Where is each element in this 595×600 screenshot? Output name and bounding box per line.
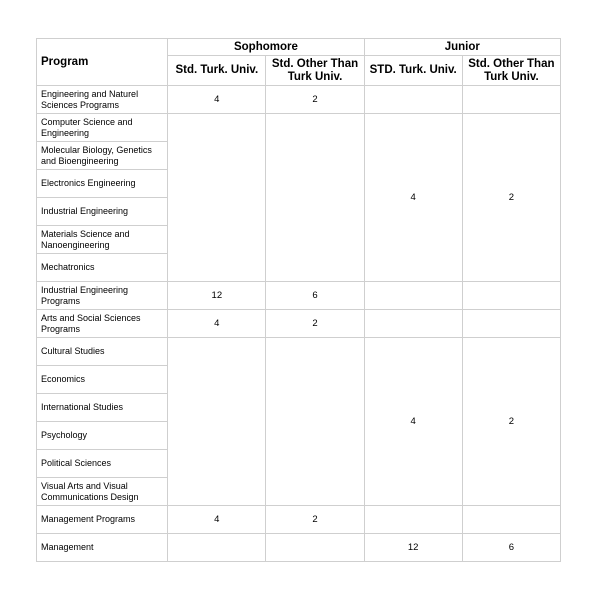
junior-turk-value: [364, 282, 462, 310]
junior-header: Junior: [364, 39, 560, 56]
program-name: Management: [37, 534, 168, 562]
junior-std-other-header: Std. Other Than Turk Univ.: [462, 56, 560, 86]
program-name: Industrial Engineering: [37, 198, 168, 226]
sophomore-turk-value: [168, 534, 266, 562]
sophomore-other-value: 2: [266, 310, 364, 338]
junior-turk-value: [364, 86, 462, 114]
program-name: Computer Science and Engineering: [37, 114, 168, 142]
sophomore-other-value: [266, 534, 364, 562]
junior-turk-value: 4: [364, 114, 462, 282]
table-row: [37, 114, 561, 142]
junior-turk-value: [364, 506, 462, 534]
program-name: Economics: [37, 366, 168, 394]
junior-turk-value: 12: [364, 534, 462, 562]
sophomore-header: Sophomore: [168, 39, 364, 56]
junior-other-value: [462, 310, 560, 338]
sophomore-turk-value: 4: [168, 86, 266, 114]
junior-other-value: 6: [462, 534, 560, 562]
program-name: Cultural Studies: [37, 338, 168, 366]
table-row: [37, 506, 561, 534]
program-name: Industrial Engineering Programs: [37, 282, 168, 310]
junior-other-value: [462, 506, 560, 534]
sophomore-other-value: [266, 338, 364, 506]
table-row: [37, 534, 561, 562]
program-name: Electronics Engineering: [37, 170, 168, 198]
junior-std-turk-header: STD. Turk. Univ.: [364, 56, 462, 86]
program-name: Mechatronics: [37, 254, 168, 282]
program-header: Program: [37, 39, 168, 86]
sophomore-turk-value: 12: [168, 282, 266, 310]
program-name: Molecular Biology, Genetics and Bioengineering: [37, 142, 168, 170]
junior-turk-value: [364, 310, 462, 338]
program-name: Management Programs: [37, 506, 168, 534]
sophomore-turk-value: [168, 338, 266, 506]
sophomore-turk-value: 4: [168, 506, 266, 534]
sophomore-turk-value: [168, 114, 266, 282]
sophomore-other-value: 2: [266, 86, 364, 114]
sophomore-std-other-header: Std. Other Than Turk Univ.: [266, 56, 364, 86]
program-name: Visual Arts and Visual Communications Design: [37, 478, 168, 506]
junior-other-value: [462, 282, 560, 310]
program-name: Materials Science and Nanoengineering: [37, 226, 168, 254]
sophomore-other-value: [266, 114, 364, 282]
program-name: International Studies: [37, 394, 168, 422]
table-row: [37, 310, 561, 338]
table-row: [37, 282, 561, 310]
junior-other-value: 2: [462, 338, 560, 506]
sophomore-std-turk-header: Std. Turk. Univ.: [168, 56, 266, 86]
table-row: [37, 338, 561, 366]
junior-other-value: [462, 86, 560, 114]
program-name: Engineering and Naturel Sciences Programs: [37, 86, 168, 114]
junior-turk-value: 4: [364, 338, 462, 506]
program-name: Arts and Social Sciences Programs: [37, 310, 168, 338]
program-name: Political Sciences: [37, 450, 168, 478]
sophomore-other-value: 6: [266, 282, 364, 310]
sophomore-other-value: 2: [266, 506, 364, 534]
sophomore-turk-value: 4: [168, 310, 266, 338]
table-row: [37, 86, 561, 114]
junior-other-value: 2: [462, 114, 560, 282]
program-name: Psychology: [37, 422, 168, 450]
transfer-quota-table: [36, 38, 561, 562]
